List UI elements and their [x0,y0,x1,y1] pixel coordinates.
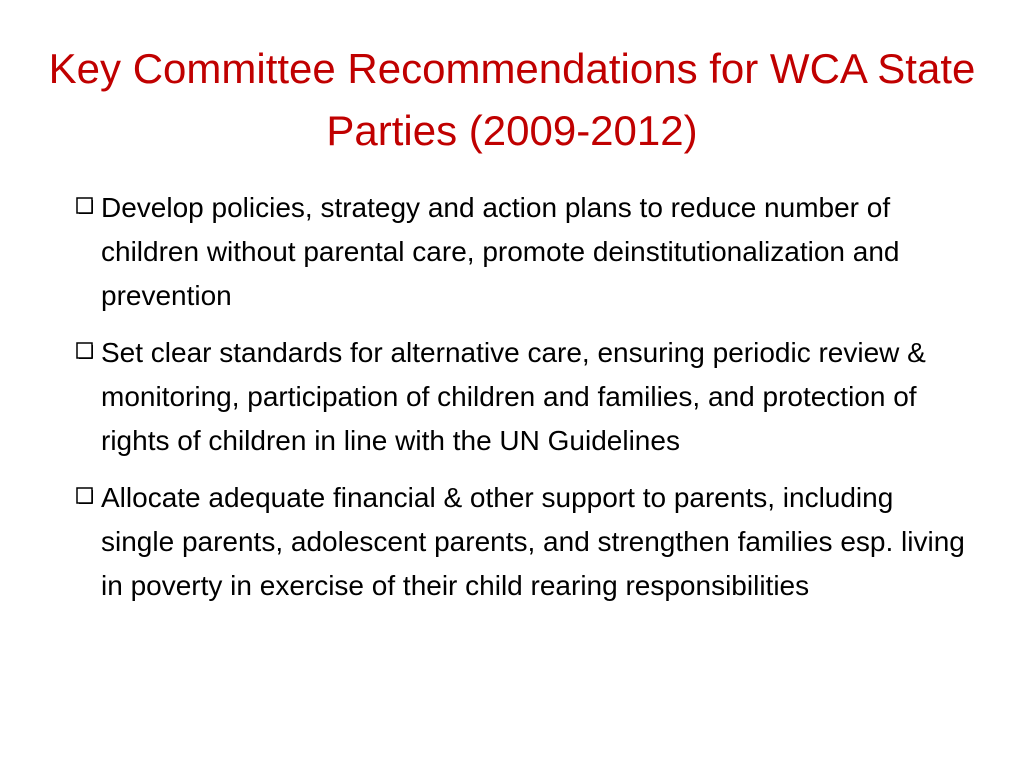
slide-title: Key Committee Recommendations for WCA State Parties (2009-2012) [48,45,976,154]
checkbox-icon [76,487,93,504]
list-item [72,186,972,318]
checkbox-icon [76,342,93,359]
recommendations-list [72,186,972,621]
bullet-text: Set clear standards for alternative care, ensuring periodic review & monitoring, participation of children and families, and protection of rights of children in line with the UN Guidelines [101,337,926,456]
bullet-text: Allocate adequate financial & other support to parents, including single parents, adolescent parents, and strengthen families esp. living in poverty in exercise of their child rearing responsibilities [101,482,965,601]
checkbox-icon [76,197,93,214]
list-item [72,476,972,608]
bullet-text: Develop policies, strategy and action plans to reduce number of children without parental care, promote deinstitutionalization and prevention [101,192,900,311]
list-item [72,331,972,463]
